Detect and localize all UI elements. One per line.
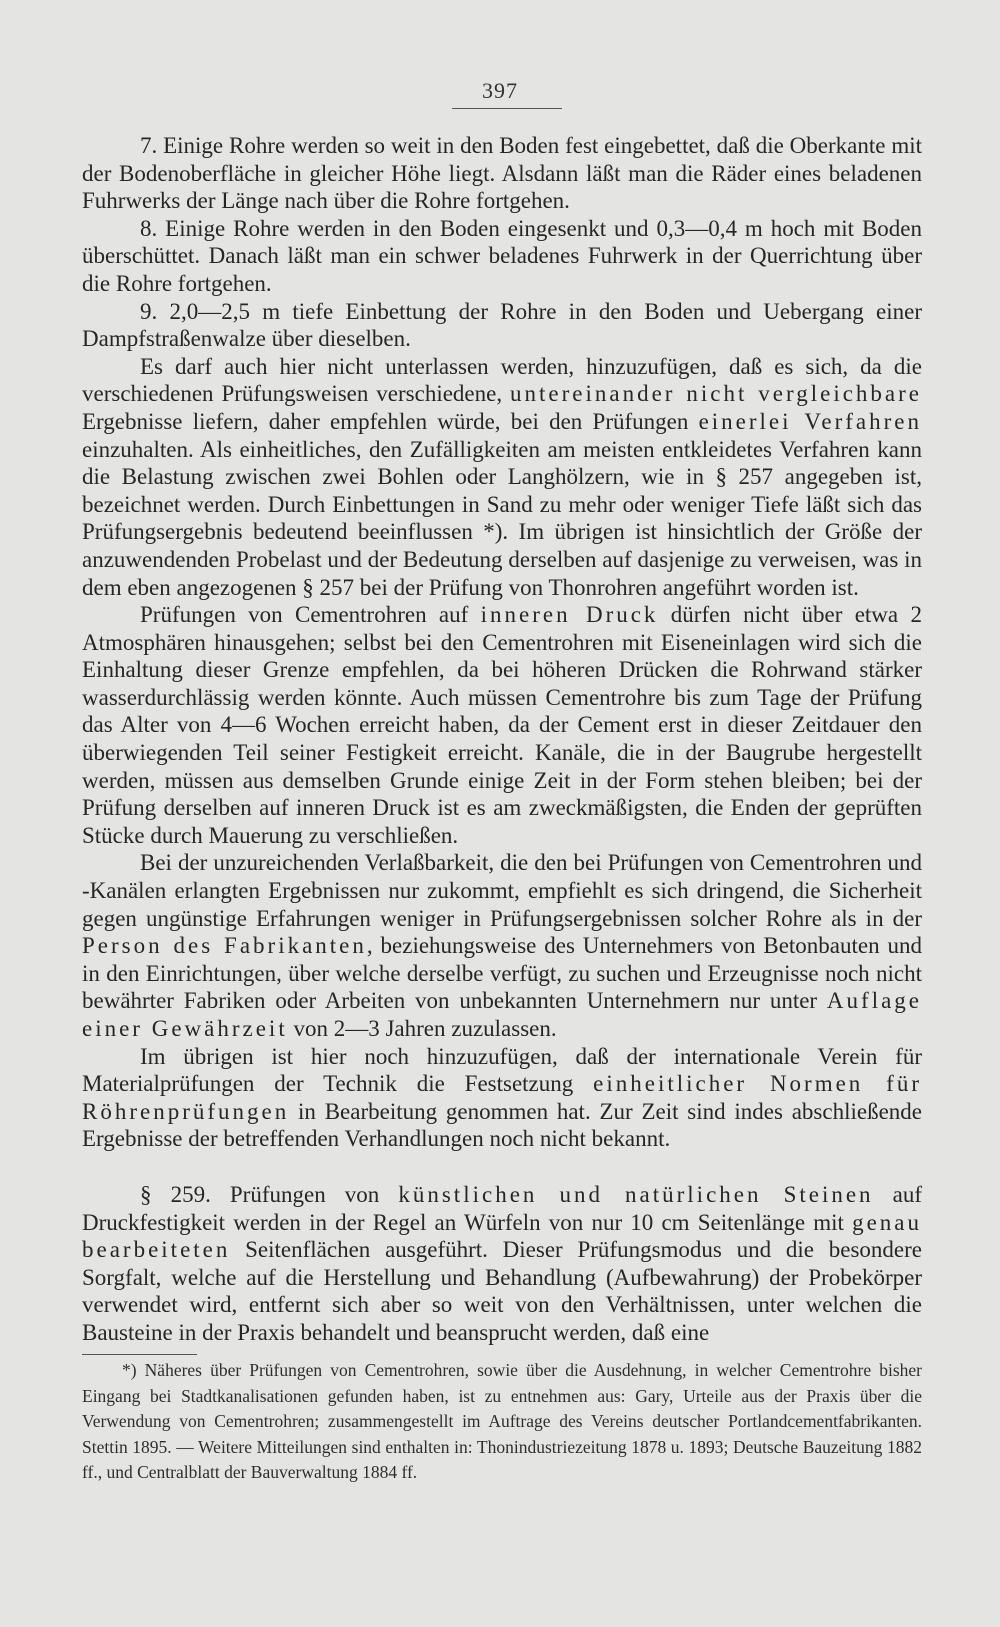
paragraph-reliability bbox=[82, 849, 922, 1042]
section-259 bbox=[82, 1181, 922, 1347]
spaced-emphasis: Auflage einer Gewährzeit bbox=[82, 988, 922, 1041]
text-run: Bei der unzureichenden Verlaßbarkeit, die den bei Prüfungen von Cementrohren und -Kanälen erlangten Ergebnissen nur zukommt, empfiehlt es sich dringend, die Sicherheit gegen ungünstige Erfahrungen weniger in Prüfungsergebnissen solcher Rohre als in der bbox=[82, 850, 922, 931]
paragraph-item-9: 9. 2,0—2,5 m tiefe Einbettung der Rohre in den Boden und Uebergang einer Dampfstraßenwalze über dieselben. bbox=[82, 298, 922, 352]
page-number: 397 bbox=[482, 78, 518, 103]
text-run: Ergebnisse liefern, daher empfehlen würde, bei den Prüfungen bbox=[82, 408, 699, 434]
text-run: dürfen nicht über etwa 2 Atmosphären hinausgehen; selbst bei den Cementrohren mit Eiseneinlagen wird sich die Einhaltung dieser Grenze empfehlen, da bei höheren Drücken die Rohrwand stärker wasserdurchlässig werden könnte. Auch müssen Cementrohre bis zum Tage der Prüfung das Alter von 4—6 Wochen erreicht haben, da der Cement erst in dieser Zeitdauer den überwiegenden Teil seiner Festigkeit erreicht. Kanäle, die in der Baugrube hergestellt werden, müssen aus demselben Grunde einige Zeit in der Form stehen bleiben; bei der Prüfung derselben auf inneren Druck ist es am zweckmäßigsten, die Enden der geprüften Stücke durch Mauerung zu verschließen. bbox=[82, 602, 922, 848]
text-run: von 2—3 Jahren zuzulassen. bbox=[287, 1016, 557, 1041]
text-run: einzuhalten. Als einheitliches, den Zufälligkeiten am meisten entkleidetes Verfahren kann die Belastung zwischen zwei Bohlen oder Langhölzern, wie in § 257 angegeben ist, bezeichnet werden. Durch Einbettungen in Sand zu mehr oder weniger Tiefe läßt sich das Prüfungsergebnis bedeutend beeinflussen *). Im übrigen ist hinsichtlich der Größe der anzuwendenden Probelast und der Bedeutung derselben auf dasjenige zu verweisen, was in dem eben angezogenen § 257 bei der Prüfung von Thonrohren angeführt worden ist. bbox=[82, 436, 922, 600]
header-rule bbox=[452, 108, 562, 109]
text-run: Es darf auch hier nicht unterlassen werden, hinzuzufügen, daß es sich, da die verschiedenen Prüfungsweisen verschiedene, bbox=[82, 353, 922, 407]
spaced-emphasis: einheitlicher Normen für Röhrenprüfungen bbox=[82, 1071, 922, 1124]
main-text bbox=[82, 132, 922, 1347]
text-run: Im übrigen ist hier noch hinzuzufügen, daß der internationale Verein für Materialprüfungen der Technik die Festsetzung bbox=[82, 1043, 922, 1097]
text-run: Seitenflächen ausgeführt. Dieser Prüfungsmodus und die besondere Sorgfalt, welche auf die Herstellung und Behandlung (Aufbewahrung) der Probekörper verwendet wird, entfernt sich aber so weit von den Verhältnissen, unter welchen die Bausteine in der Praxis behandelt und beansprucht werden, daß eine bbox=[82, 1237, 922, 1345]
spaced-emphasis: inneren Druck bbox=[480, 602, 659, 628]
spaced-emphasis: Person des Fabrikanten bbox=[82, 933, 367, 959]
paragraph-item-8: 8. Einige Rohre werden in den Boden eingesenkt und 0,3—0,4 m hoch mit Boden überschüttet. Danach läßt man ein schwer beladenes Fuhrwerk in der Querrichtung über die Rohre fortgehen. bbox=[82, 215, 922, 296]
text-run: § 259. Prüfungen von bbox=[140, 1181, 399, 1207]
spaced-emphasis: genau bearbeiteten bbox=[82, 1209, 922, 1263]
text-run: auf Druckfestigkeit werden in der Regel an Würfeln von nur 10 cm Seitenlänge mit bbox=[82, 1181, 923, 1235]
spaced-emphasis: künstlichen und natürlichen Steinen bbox=[398, 1181, 874, 1207]
paragraph-standards bbox=[82, 1043, 922, 1153]
paragraph-uniform-method bbox=[82, 353, 922, 601]
footnote: *) Näheres über Prüfungen von Cementrohren, sowie über die Ausdehnung, in welcher Cementrohre bisher Eingang bei Stadtkanalisationen gefunden haben, ist zu entnehmen aus: Gary, Urteile aus der Praxis über die Verwendung von Cementrohren; zusammengestellt im Auftrage des Vereins deutscher Portlandcementfabrikanten. Stettin 1895. — Weitere Mitteilungen sind enthalten in: Thonindustriezeitung 1878 u. 1893; Deutsche Bauzeitung 1882 ff., und Centralblatt der Bauverwaltung 1884 ff. bbox=[82, 1360, 922, 1482]
spaced-emphasis: einerlei Verfahren bbox=[698, 408, 923, 434]
footnote-rule bbox=[82, 1354, 197, 1355]
paragraph-item-7: 7. Einige Rohre werden so weit in den Boden fest eingebettet, daß die Oberkante mit der Bodenoberfläche in gleicher Höhe liegt. Alsdann läßt man die Räder eines beladenen Fuhrwerks der Länge nach über die Rohre fortgehen. bbox=[82, 133, 922, 214]
paragraph-internal-pressure bbox=[82, 601, 922, 849]
spaced-emphasis: untereinander nicht vergleichbare bbox=[510, 381, 922, 407]
text-run: Prüfungen von Cementrohren auf bbox=[140, 602, 481, 628]
text-run: in Bearbeitung genommen hat. Zur Zeit sind indes abschließende Ergebnisse der betreffenden Verhandlungen noch nicht bekannt. bbox=[82, 1098, 922, 1152]
text-run: , beziehungsweise des Unternehmers von Betonbauten und in den Einrichtungen, über welche derselbe verfügt, zu suchen und Erzeugnisse noch nicht bewährter Fabriken oder Arbeiten von unbekannten Unternehmern nur unter bbox=[82, 933, 922, 1014]
